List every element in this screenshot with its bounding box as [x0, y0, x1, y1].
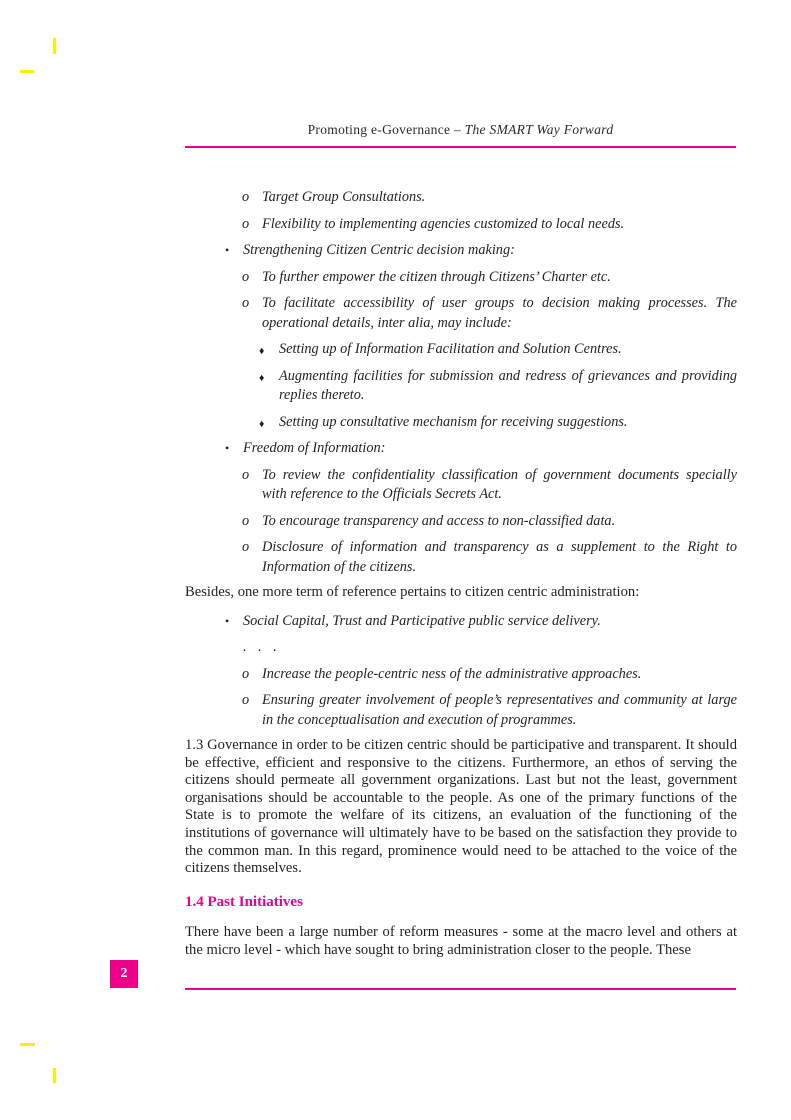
list-bullet-circle: o [242, 665, 250, 682]
list-item-text: Strengthening Citizen Centric decision making: [243, 242, 515, 258]
list-item-text: Social Capital, Trust and Participative public service delivery. [243, 612, 601, 629]
list-item-text: To review the confidentiality classification of government documents specially with reference to the Officials Secrets Act. [262, 466, 737, 502]
list-item [185, 241, 737, 261]
paragraph: Besides, one more term of reference pertains to citizen centric administration: [185, 584, 640, 600]
paragraph: There have been a large number of reform measures - some at the macro level and others at the micro level - which have sought to bring administration closer to the people. These [185, 924, 737, 958]
list-bullet-diamond: ♦ [259, 346, 265, 357]
list-bullet-dot: • [225, 441, 230, 455]
list-bullet-circle: o [242, 512, 250, 529]
list-item-text: Setting up of Information Facilitation and Solution Centres. [279, 341, 622, 357]
list-bullet-circle: o [242, 268, 250, 285]
running-header-text: Promoting e-Governance – [307, 122, 465, 137]
list-item-text: Freedom of Information: [243, 440, 386, 456]
list-item-text: Target Group Consultations. [262, 189, 426, 205]
registration-mark-bottom-vertical [53, 1068, 56, 1083]
list-item-text: Increase the people-centric ness of the administrative approaches. [262, 665, 642, 682]
list-item-text: To further empower the citizen through Citizens’ Charter etc. [262, 268, 611, 285]
registration-mark-bottom-horizontal [20, 1043, 35, 1046]
list-bullet-diamond: ♦ [259, 372, 265, 384]
list-bullet-diamond: ♦ [259, 418, 265, 430]
list-item-text: Disclosure of information and transparency as a supplement to the Right to Information of the citizens. [262, 539, 737, 575]
list-item-text: Augmenting facilities for submission and redress of grievances and providing replies thereto. [279, 367, 737, 403]
section-heading: 1.4 Past Initiatives [185, 893, 303, 910]
registration-mark-top-vertical [53, 38, 56, 54]
list-item-text: Flexibility to implementing agencies customized to local needs. [262, 215, 625, 232]
list-item [185, 512, 737, 532]
running-header [185, 122, 736, 138]
list-item [185, 188, 737, 208]
ellipsis-line: . . . [243, 639, 281, 656]
list-item [185, 665, 737, 685]
list-bullet-circle: o [242, 692, 250, 709]
list-bullet-circle: o [242, 466, 250, 483]
list-item [185, 612, 737, 632]
list-bullet-circle: o [242, 189, 250, 205]
list-bullet-dot: • [225, 613, 230, 628]
running-header-title-italic: The SMART Way Forward [464, 122, 614, 137]
list-bullet-dot: • [225, 243, 230, 257]
paragraph: 1.3 Governance in order to be citizen centric should be participative and transparent. It should be effective, efficient and responsive to the citizens. Furthermore, an ethos of serving the citizens should permeate all government organizations. Last but not the least, government organisations should be accountable to the people. As one of the primary functions of the State is to promote the welfare of its citizens, an evaluation of the functioning of the institutions of governance will ultimately have to be based on the satisfaction they provide to the common man. In this regard, prominence would need to be attached to the voice of the citizens themselves. [185, 737, 737, 877]
list-item [185, 538, 737, 577]
list-bullet-circle: o [242, 295, 250, 311]
registration-mark-top-horizontal [20, 70, 34, 73]
page-body [185, 188, 737, 969]
list-item-text: To facilitate accessibility of user groups to decision making processes. The operational details, inter alia, may include: [262, 295, 737, 331]
list-item-text: To encourage transparency and access to non-classified data. [262, 512, 616, 529]
list-item [185, 413, 737, 433]
list-item-text: Ensuring greater involvement of people’s representatives and community at large in the conceptualisation and execution of programmes. [262, 692, 737, 728]
header-rule [185, 146, 736, 148]
list-item [185, 466, 737, 505]
list-item [185, 340, 737, 360]
list-item [185, 215, 737, 235]
list-bullet-circle: o [242, 215, 250, 232]
list-item [185, 367, 737, 406]
page-number-badge: 2 [110, 960, 138, 988]
list-item [185, 268, 737, 288]
list-item [185, 439, 737, 459]
list-bullet-circle: o [242, 539, 250, 555]
footer-rule [185, 988, 736, 990]
list-item [185, 294, 737, 333]
list-item-text: Setting up consultative mechanism for receiving suggestions. [279, 413, 628, 430]
list-item [185, 691, 737, 730]
